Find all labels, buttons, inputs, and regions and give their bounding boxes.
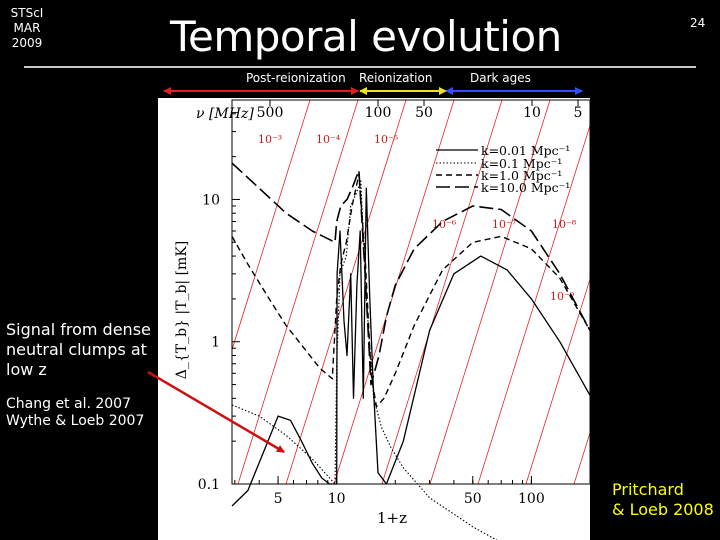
legend-label: k=10.0 Mpc⁻¹ bbox=[481, 180, 571, 195]
x-tick-label: 100 bbox=[518, 491, 545, 507]
legend-label: k=0.1 Mpc⁻¹ bbox=[481, 156, 563, 171]
red-diagonal-line bbox=[238, 100, 358, 484]
page-number: 24 bbox=[690, 16, 706, 30]
y-tick-label: 10 bbox=[202, 192, 220, 209]
series-line bbox=[232, 181, 590, 540]
series-line bbox=[232, 174, 590, 406]
diagonal-label: 10⁻⁴ bbox=[316, 133, 341, 146]
era-label-reionization: Reionization bbox=[359, 71, 433, 85]
credit-line: & Loeb 2008 bbox=[612, 500, 714, 519]
conference-line: 2009 bbox=[11, 36, 43, 50]
conference-line: MAR bbox=[13, 21, 41, 35]
diagonal-label: 10⁻³ bbox=[258, 133, 283, 146]
red-diagonal-line bbox=[286, 100, 406, 484]
era-label-dark-ages: Dark ages bbox=[470, 71, 531, 85]
top-tick-label: 50 bbox=[415, 105, 433, 121]
x-axis-label: 1+z bbox=[376, 509, 408, 527]
red-diagonal-line bbox=[670, 100, 720, 484]
legend-label: k=1.0 Mpc⁻¹ bbox=[481, 168, 563, 183]
diagonal-label: 10⁻⁶ bbox=[432, 218, 457, 231]
legend-label: k=0.01 Mpc⁻¹ bbox=[481, 143, 571, 158]
top-axis-label: ν [MHz] bbox=[196, 106, 254, 122]
top-tick-label: 500 bbox=[256, 105, 284, 121]
diagonal-label: 10⁻⁷ bbox=[492, 218, 517, 231]
reference-line: Wythe & Loeb 2007 bbox=[6, 413, 145, 429]
series-line bbox=[232, 163, 590, 385]
top-tick-label: 100 bbox=[364, 105, 392, 121]
reference-line: Chang et al. 2007 bbox=[6, 396, 131, 412]
slide-title: Temporal evolution bbox=[170, 12, 562, 61]
annotation-arrow bbox=[148, 372, 284, 452]
signal-note-line: low z bbox=[6, 360, 47, 379]
x-tick-label: 10 bbox=[327, 491, 346, 507]
diagonal-label: 10⁻⁹ bbox=[550, 290, 575, 303]
signal-note-line: Signal from dense bbox=[6, 320, 151, 339]
era-label-post-reionization: Post-reionization bbox=[246, 71, 346, 85]
top-tick-label: 10 bbox=[523, 105, 541, 121]
diagonal-label: 10⁻⁸ bbox=[552, 218, 577, 231]
y-axis-label: Δ_{T_b} |T_b| [mK] bbox=[174, 240, 190, 380]
y-tick-label: 1 bbox=[211, 334, 220, 351]
red-diagonal-line bbox=[190, 100, 310, 484]
x-tick-label: 50 bbox=[463, 491, 482, 507]
signal-note-line: neutral clumps at bbox=[6, 340, 147, 359]
diagonal-label: 10⁻⁵ bbox=[374, 133, 399, 146]
y-tick-label: 0.1 bbox=[197, 477, 220, 493]
series-line bbox=[232, 188, 590, 506]
conference-line: STScI bbox=[10, 6, 44, 20]
x-tick-label: 5 bbox=[273, 491, 283, 507]
credit-line: Pritchard bbox=[612, 480, 684, 499]
red-diagonal-line bbox=[574, 100, 694, 484]
diagonal-lines bbox=[190, 100, 720, 484]
top-tick-label: 5 bbox=[573, 105, 583, 121]
red-diagonal-line bbox=[622, 100, 720, 484]
